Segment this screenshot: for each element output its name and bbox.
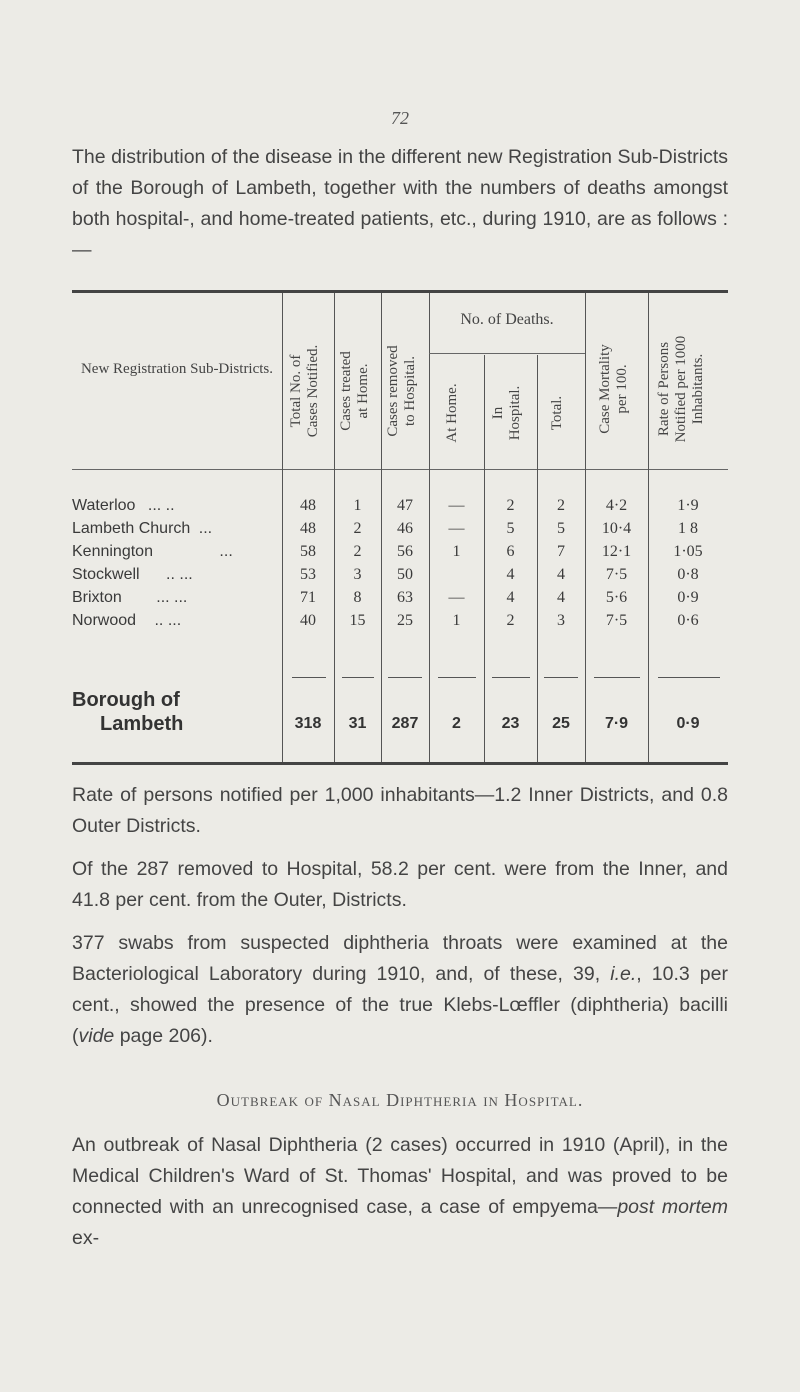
total-hospital: 287 (391, 715, 419, 732)
cell-home: 2 (353, 520, 362, 537)
total-notified: 318 (294, 715, 322, 732)
total-home: 31 (348, 715, 367, 732)
total-mortality: 7·9 (604, 715, 629, 732)
cell-death-hospital: 4 (506, 589, 515, 606)
header-in-hospital: In Hospital. (490, 385, 523, 441)
col-divider (648, 293, 649, 469)
cell-death-total: 3 (557, 612, 565, 629)
cell-notified: 40 (300, 612, 316, 629)
cell-notified: 48 (300, 497, 316, 514)
cell-death-home: — (448, 520, 465, 537)
col-divider (585, 293, 586, 469)
rate-paragraph: Rate of persons notified per 1,000 inhabitants—1.2 Inner Districts, and 0.8 Outer Districts. (72, 784, 728, 837)
cell-mortality: 7·5 (605, 612, 628, 629)
col-divider (282, 293, 283, 469)
table-row-label: Stockwell .. ... (72, 566, 193, 583)
cell-hospital: 63 (397, 589, 413, 606)
table-row-label: Kennington ... (72, 543, 233, 560)
table-bottom-rule (72, 762, 728, 765)
removed-paragraph: Of the 287 removed to Hospital, 58.2 per cent. were from the Inner, and 41.8 per cent. from the Outer, Districts. (72, 858, 728, 911)
cell-death-home: 1 (452, 543, 461, 560)
cell-death-total: 5 (557, 520, 565, 537)
cell-notified: 48 (300, 520, 316, 537)
cell-death-home: — (448, 589, 465, 606)
cell-hospital: 46 (397, 520, 413, 537)
page-number: 72 (391, 108, 409, 128)
cell-hospital: 50 (397, 566, 413, 583)
cell-death-hospital: 6 (506, 543, 515, 560)
table-row-label: Brixton ... ... (72, 589, 188, 606)
header-removed-hospital: Cases removed to Hospital. (385, 345, 418, 437)
intro-paragraph: The distribution of the disease in the different new Registration Sub-Districts of the Borough of Lambeth, together with the numbers of deaths amongst both hospital-, and home-treated patients, etc., during 1910, are as follows :— (72, 146, 728, 261)
cell-death-total: 4 (557, 589, 565, 606)
cell-death-home: — (448, 497, 465, 514)
col-divider (381, 293, 382, 469)
table-row-label: Waterloo ... .. (72, 497, 175, 514)
cell-hospital: 25 (397, 612, 413, 629)
cell-death-total: 2 (557, 497, 565, 514)
cell-notified: 53 (300, 566, 316, 583)
col-divider (334, 293, 335, 469)
header-rate: Rate of Persons Notified per 1000 Inhabitants. (656, 335, 706, 443)
cell-mortality: 12·1 (601, 543, 632, 560)
col-divider (537, 355, 538, 469)
cell-rate: 0·6 (677, 612, 699, 629)
header-total-notified: Total No. of Cases Notified. (288, 344, 321, 438)
header-deaths-group: No. of Deaths. (460, 311, 554, 328)
outbreak-paragraph: An outbreak of Nasal Diphtheria (2 cases) occurred in 1910 (April), in the Medical Children's Ward of St. Thomas' Hospital, and was proved to be connected with an unrecognised case, a case of empyema—post mortem ex- (72, 1134, 728, 1249)
cell-home: 8 (353, 589, 362, 606)
cell-rate: 1 8 (678, 520, 698, 537)
total-label: Borough of Lambeth (72, 689, 184, 735)
total-death-total: 25 (552, 715, 570, 732)
cell-death-hospital: 2 (506, 612, 515, 629)
cell-notified: 71 (300, 589, 316, 606)
header-subdistricts: New Registration Sub-Districts. (80, 361, 274, 377)
cell-home: 15 (349, 612, 366, 629)
table-row-label: Norwood .. ... (72, 612, 182, 629)
cell-death-total: 7 (557, 543, 565, 560)
cell-death-home: 1 (452, 612, 461, 629)
cell-hospital: 56 (397, 543, 413, 560)
cell-home: 2 (353, 543, 362, 560)
table-row-label: Lambeth Church ... (72, 520, 213, 537)
header-at-home: At Home. (444, 383, 460, 443)
cell-death-hospital: 2 (506, 497, 515, 514)
cell-notified: 58 (300, 543, 316, 560)
col-divider (484, 355, 485, 469)
cell-rate: 1·9 (677, 497, 699, 514)
cell-mortality: 7·5 (605, 566, 628, 583)
header-bottom-rule (72, 469, 728, 470)
cell-death-hospital: 4 (506, 566, 515, 583)
total-death-hospital: 23 (501, 715, 520, 732)
deaths-table (72, 293, 728, 762)
cell-rate: 1·05 (673, 543, 703, 560)
deaths-subheader-rule (429, 353, 585, 354)
header-case-mortality: Case Mortality per 100. (597, 344, 630, 434)
cell-hospital: 47 (397, 497, 413, 514)
cell-mortality: 5·6 (605, 589, 628, 606)
cell-death-total: 4 (557, 566, 565, 583)
section-heading: Outbreak of Nasal Diphtheria in Hospital. (216, 1090, 584, 1110)
cell-home: 1 (353, 497, 362, 514)
header-treated-home: Cases treated at Home. (338, 351, 371, 431)
total-rate: 0·9 (676, 715, 700, 732)
cell-rate: 0·8 (677, 566, 699, 583)
cell-mortality: 4·2 (605, 497, 628, 514)
cell-mortality: 10·4 (601, 520, 632, 537)
cell-home: 3 (353, 566, 362, 583)
cell-rate: 0·9 (677, 589, 699, 606)
total-death-home: 2 (452, 715, 461, 732)
header-deaths-total: Total. (549, 395, 565, 431)
swabs-paragraph: 377 swabs from suspected diphtheria throats were examined at the Bacteriological Laboratory during 1910, and, of these, 39, i.e., 10.3 per cent., showed the presence of the true Klebs-Lœffler (diphtheria) bacilli (vide page 206). (72, 932, 728, 1047)
cell-death-hospital: 5 (506, 520, 515, 537)
